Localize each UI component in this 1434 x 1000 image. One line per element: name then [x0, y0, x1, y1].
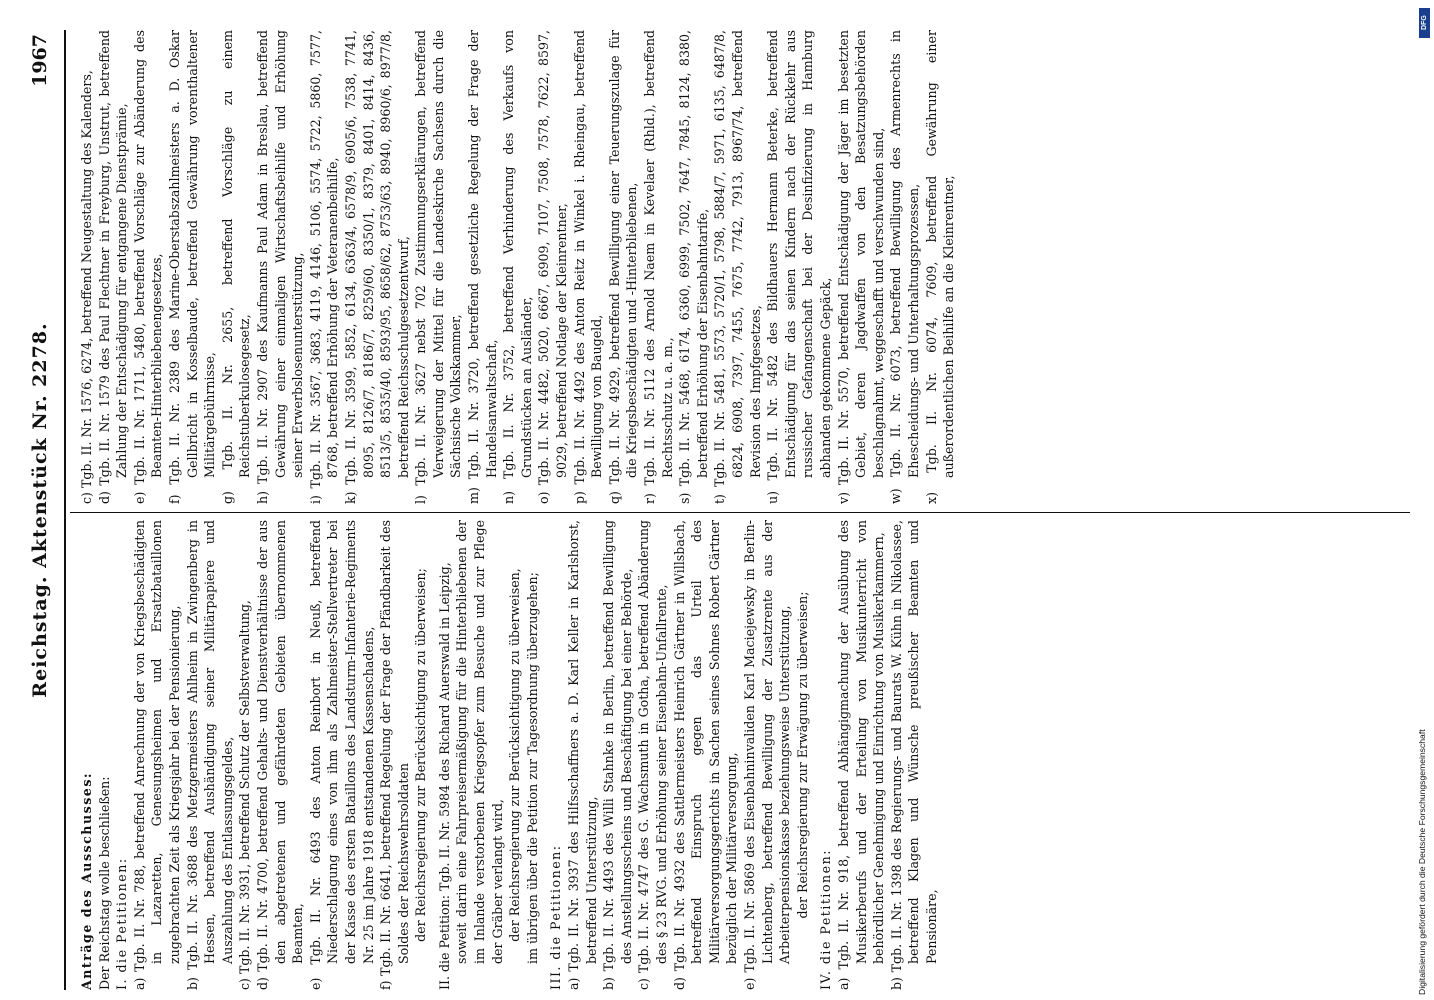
list-item: c) Tgb. II. Nr. 3931, betreffend Schutz der Selbstverwaltung, [237, 600, 253, 990]
document-page [30, 30, 1410, 990]
list-item: d) Tgb. II. Nr. 1579 des Paul Flechtner in Freyburg, Unstrut, betreffend Zahlung der Entschädigung für entgangene Dienstprämie, [96, 30, 130, 504]
list-item: m) Tgb. II. Nr. 3720, betreffend gesetzliche Regelung der Frage der Handelsanwaltschaft, [466, 30, 499, 504]
list-item: w) Tgb. II. Nr. 6073, betreffend Bewilligung des Armenrechts in Ehescheidungs- und Unterhaltungsprozessen, [888, 30, 921, 504]
list-item: p) Tgb. II. Nr. 4492 des Anton Reitz in Winkel i. Rheingau, betreffend Bewilligung von Baugeld, [571, 30, 605, 504]
list-item: i) Tgb. II. Nr. 3567, 3683, 4119, 4146, 5106, 5574, 5722, 5860, 7577, 8768, betreffend Erhöhung der Veteranenbeihilfe, [307, 30, 341, 504]
list-item: n) Tgb. II. Nr. 3752, betreffend Verhinderung des Verkaufs von Grundstücken an Ausländer, [501, 30, 534, 504]
list-item: h) Tgb. II. Nr. 2907 des Kaufmanns Paul Adam in Breslau, betreffend Gewährung einer einmaligen Wirtschaftsbeihilfe und Erhöhung seiner Erwerbslosenunterstützung, [254, 30, 306, 504]
list-item: u) Tgb. II. Nr. 5482 des Bildhauers Hermann Beterke, betreffend Entschädigung für das seinen Kindern nach der Rückkehr aus russischer Gefangenschaft bei der Desinfizierung in Hamburg abhanden gekommene Gepäck, [765, 30, 833, 504]
list-item: g) Tgb. II. Nr. 2655, betreffend Vorschläge zu einem Reichstuberkulosegesetz, [219, 30, 253, 504]
right-column [78, 30, 1408, 504]
list-item: f) Tgb. II. Nr. 2389 des Marine-Oberstabszahlmeisters a. D. Oskar Gellbricht in Kosselbaude, betreffend Gewährung vorenthaltener Militärgebührnisse, [166, 30, 218, 504]
list-item: e) Tgb. II. Nr. 1711, 5480, betreffend Vorschläge zur Abänderung des Beamten-Hinterbliebenengesetzes, [131, 30, 165, 504]
list-item: a) Tgb. II. Nr. 3937 des Hilfsschaffners a. D. Karl Keller in Karlshorst, betreffend Unterstützung, [566, 520, 599, 990]
list-item: c) Tgb. II. Nr. 1576, 6274, betreffend Neugestaltung des Kalenders, [79, 70, 94, 504]
decision-text: der Reichsregierung zur Erwägung zu überweisen; [794, 591, 810, 919]
left-column [78, 520, 1408, 990]
intro-text: Der Reichstag wolle beschließen: [96, 776, 112, 990]
list-item: r) Tgb. II. Nr. 5112 des Arnold Naem in Kevelaer (Rhld.), betreffend Rechtsschutz u. a. m., [642, 30, 675, 504]
digitization-credit: Digitalisierung gefördert durch die Deutsche Forschungsgemeinschaft [1417, 729, 1427, 995]
list-item: x) Tgb. II. Nr. 6074, 7609, betreffend Gewährung einer außerordentlichen Beihilfe an die Kleinrentner, [923, 30, 957, 504]
list-item: l) Tgb. II. Nr. 3627 nebst 702 Zustimmungserklärungen, betreffend Verweigerung der Mittel für die Landeskirche Sachsens durch die Sächsische Volkskammer, [413, 30, 464, 504]
decision-text: der Reichsregierung zur Berücksichtigung zu überweisen; [413, 568, 429, 942]
running-title: Reichstag. Aktenstück Nr. 2278. [29, 322, 51, 698]
list-item: d) Tgb. II. Nr. 4700, betreffend Gehalts- und Dienstverhältnisse der aus den abgetretenen und gefährdeten Gebieten übernommenen Beamten, [254, 520, 306, 990]
list-item: b) Tgb. II. Nr. 4493 des Willi Stahnke in Berlin, betreffend Bewilligung des Anstellungsscheins und Beschäftigung bei einer Behörde, [601, 520, 634, 990]
dfg-logo: DFG [1419, 8, 1430, 38]
petition-text: soweit darin eine Fahrpreisermäßigung für die Hinterbliebenen der im Inlande verstorbenen Kriegsopfer zum Besuche und zur Pflege der Gräber verlangt wird, [454, 520, 505, 964]
list-item: f) Tgb. II. Nr. 6641, betreffend Regelung der Frage der Pfändbarkeit des Soldes der Reichswehrsoldaten [378, 520, 411, 990]
section-3-title: III. die Petitionen: [548, 844, 564, 990]
list-item: s) Tgb. II. Nr. 5468, 6174, 6360, 6999, 7502, 7647, 7845, 8124, 8380, betreffend Erhöhung der Eisenbahntarife, [677, 30, 710, 504]
section-4-title: IV. die Petitionen: [818, 849, 834, 990]
section-2-title: II. die Petition: Tgb. II. Nr. 5984 des Richard Auerswald in Leipzig, [436, 562, 452, 990]
page-number: 1967 [29, 34, 51, 87]
list-item: c) Tgb. II. Nr. 4747 des G. Wachsmuth in Gotha, betreffend Abänderung des § 23 RVG. und Erhöhung seiner Eisenbahn-Unfallrente, [636, 520, 669, 990]
header-rule [64, 30, 66, 990]
page-header [30, 30, 64, 990]
list-item: d) Tgb. II. Nr. 4932 des Sattlermeisters Heinrich Gärtner in Willsbach, betreffend Einspruch gegen das Urteil des Militärversorgungsgerichts in Sachen seines Sohnes Robert Gärtner bezüglich der Militärversorgung, [671, 520, 740, 990]
list-item: e) Tgb. II. Nr. 5869 des Eisenbahninvaliden Karl Maciejewsky in Berlin-Lichtenberg, betreffend Bewilligung der Zusatzrente aus der Arbeiterpensionskasse beziehungsweise Unterstützung, [741, 520, 793, 990]
list-item: a) Tgb. II. Nr. 918, betreffend Abhängigmachung der Ausübung des Musikerberufs und der Erteilung von Musikunterricht von behördlicher Genehmigung und Einrichtung von Musikerkammern, [835, 520, 887, 990]
list-item: q) Tgb. II. Nr. 4929, betreffend Bewilligung einer Teuerungszulage für die Kriegsbeschädigten und -Hinterbliebenen, [606, 30, 640, 504]
decision-text: der Reichsregierung zur Berücksichtigung zu überweisen, [507, 568, 523, 942]
list-item: b) Tgb. II. Nr. 1398 des Regierungs- und Baurats W. Kühn in Nikolassee, betreffend Klagen und Wünsche preußischer Beamten und Pensionäre, [888, 520, 939, 990]
section-heading: Anträge des Ausschusses: [79, 771, 94, 990]
column-divider [70, 512, 1410, 513]
decision-text: im übrigen über die Petition zur Tagesordnung überzugehen; [524, 572, 540, 964]
list-item: o) Tgb. II. Nr. 4482, 5020, 6667, 6909, 7107, 7508, 7578, 7622, 8597, 9029, betreffend Notlage der Kleinrentner, [536, 30, 570, 504]
list-item: k) Tgb. II. Nr. 3599, 5852, 6134, 6363/4, 6578/9, 6905/6, 7538, 7741, 8095, 8126/7, 8186/7, 8259/60, 8350/1, 8379, 8401, 8414, 8436, 8513/5, 8535/40, 8593/95, 8658/62, 8753/63, 8940, 8960/6, 8977/8, betreffend Reichsschulgesetzentwurf, [342, 30, 411, 504]
list-item: v) Tgb. II. Nr. 5570, betreffend Entschädigung der Jäger im besetzten Gebiet, deren Jagdwaffen von den Besatzungsbehörden beschlagnahmt, weggeschafft und verschwunden sind, [835, 30, 886, 504]
list-item: e) Tgb. II. Nr. 6493 des Anton Reinbort in Neuß, betreffend Niederschlagung eines von ihm als Zahlmeister-Stellvertreter bei der Kasse des ersten Bataillons des Landsturm-Infanterie-Regiments Nr. 25 im Jahre 1918 entstandenen Kassenschadens, [307, 520, 376, 990]
list-item: t) Tgb. II. Nr. 5481, 5573, 5720/1, 5798, 5884/7, 5971, 6135, 6487/8, 6824, 6908, 7397, 7455, 7675, 7742, 7913, 8967/74, betreffend Revision des Impfgesetzes, [712, 30, 763, 504]
list-item: b) Tgb. II. Nr. 3688 des Metzgermeisters Ahlheim in Zwingenberg in Hessen, betreffend Aushändigung seiner Militärpapiere und Auszahlung des Entlassungsgeldes, [184, 520, 235, 990]
list-item: a) Tgb. II. Nr. 788, betreffend Anrechnung der von Kriegsbeschädigten in Lazaretten, Genesungsheimen und Ersatzbataillonen zugebrachten Zeit als Kriegsjahr bei der Pensionierung, [131, 520, 182, 990]
section-1-title: I. die Petitionen: [114, 857, 130, 990]
